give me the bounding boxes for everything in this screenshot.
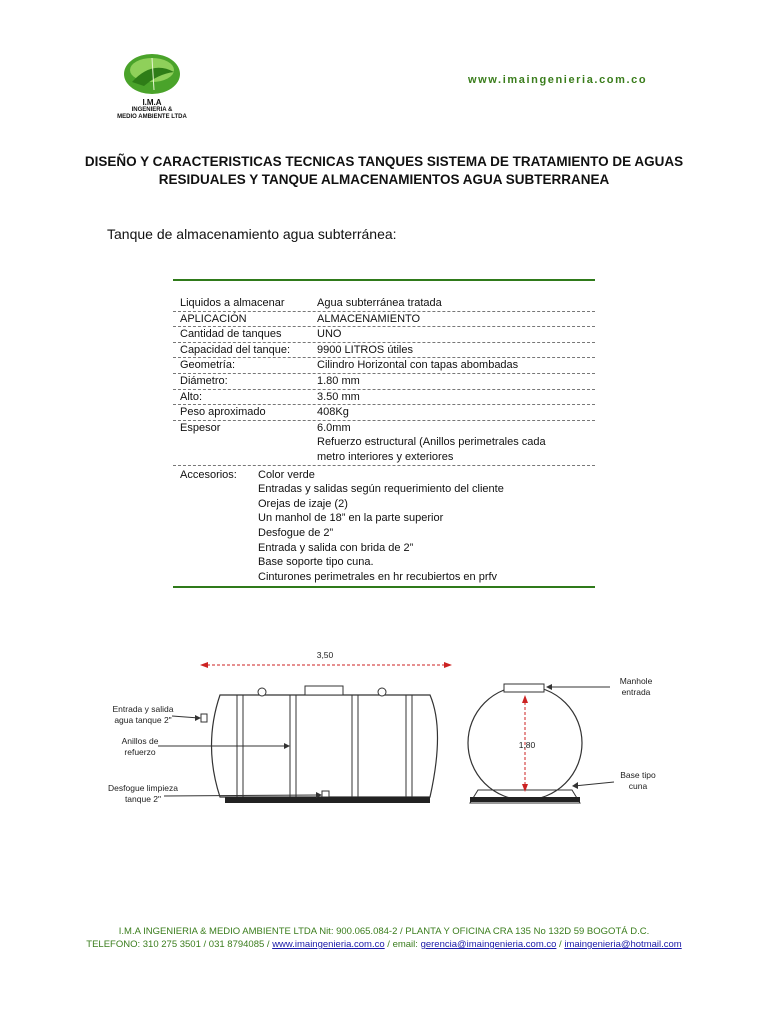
accessory-item: Color verde bbox=[258, 468, 315, 481]
spec-value: Cilindro Horizontal con tapas abombadas bbox=[317, 359, 519, 372]
spec-value-multiline bbox=[317, 435, 595, 464]
spec-value: UNO bbox=[317, 328, 342, 341]
label-anillos bbox=[112, 736, 168, 758]
spec-row bbox=[173, 374, 595, 390]
spec-row bbox=[173, 390, 595, 406]
logo-name: I.M.A bbox=[142, 98, 162, 107]
accessory-item: Cinturones perimetrales en hr recubiertos en prfv bbox=[258, 570, 498, 583]
company-logo bbox=[108, 52, 196, 134]
label-manhole bbox=[604, 676, 668, 698]
label-entrada-salida-line1: Entrada y salida bbox=[112, 704, 174, 714]
label-desfogue-line1: Desfogue limpieza bbox=[108, 783, 178, 793]
diameter-dimension-label: 1,80 bbox=[518, 740, 536, 750]
spec-key: Peso aproximado bbox=[180, 406, 266, 419]
accessories-section bbox=[173, 466, 595, 585]
footer-website-link[interactable]: www.imaingenieria.com.co bbox=[272, 939, 385, 950]
spec-row bbox=[173, 405, 595, 421]
spec-row bbox=[173, 358, 595, 374]
spec-key: Espesor bbox=[180, 421, 221, 434]
spec-value: 1.80 mm bbox=[317, 374, 360, 387]
label-anillos-line2: refuerzo bbox=[124, 747, 156, 757]
footer-email-gerencia-link[interactable]: gerencia@imaingenieria.com.co bbox=[420, 939, 557, 950]
spec-key: Cantidad de tanques bbox=[180, 328, 282, 341]
logo-line1: INGENIERIA & bbox=[131, 107, 173, 113]
tank-diagram bbox=[100, 640, 668, 820]
accessory-item: Desfogue de 2” bbox=[258, 526, 334, 539]
spec-row bbox=[173, 421, 595, 436]
spec-row bbox=[173, 312, 595, 328]
espesor-extra-line: metro interiores y exteriores bbox=[317, 450, 454, 463]
spec-row-espesor-extra bbox=[173, 435, 595, 465]
footer-email-label: / email: bbox=[384, 939, 421, 950]
spec-key: Diámetro: bbox=[180, 374, 228, 387]
document-title bbox=[60, 153, 708, 189]
label-anillos-line1: Anillos de bbox=[121, 736, 159, 746]
accessory-item: Un manhol de 18” en la parte superior bbox=[258, 512, 444, 525]
label-base bbox=[608, 770, 668, 792]
title-line-2: RESIDUALES Y TANQUE ALMACENAMIENTOS AGUA SUBTERRANEA bbox=[158, 172, 610, 187]
label-desfogue-line2: tanque 2" bbox=[124, 794, 162, 804]
label-manhole-line2: entrada bbox=[621, 687, 651, 697]
section-subtitle: Tanque de almacenamiento agua subterránea: bbox=[107, 226, 397, 242]
spec-rows bbox=[173, 296, 595, 466]
tank-drawing bbox=[100, 640, 668, 820]
label-base-line1: Base tipo bbox=[620, 770, 656, 780]
logo-leaf-icon bbox=[122, 52, 182, 96]
spec-value: Agua subterránea tratada bbox=[317, 297, 442, 309]
footer-separator: / bbox=[556, 939, 565, 950]
accessories-label: Accesorios: bbox=[180, 468, 237, 481]
spec-key: APLICACIÓN bbox=[180, 312, 247, 325]
accessory-item: Entradas y salidas según requerimiento del cliente bbox=[258, 483, 504, 496]
label-entrada-salida bbox=[108, 704, 178, 726]
label-base-line2: cuna bbox=[628, 781, 648, 791]
accessories-list bbox=[258, 468, 595, 585]
footer-email-hotmail-link[interactable]: imaingenieria@hotmail.com bbox=[564, 939, 682, 950]
spec-row bbox=[173, 343, 595, 359]
label-entrada-salida-line2: agua tanque 2" bbox=[114, 715, 172, 725]
accessory-item: Entrada y salida con brida de 2” bbox=[258, 541, 414, 554]
spec-key: Alto: bbox=[180, 390, 203, 403]
spec-key: Liquidos a almacenar bbox=[180, 297, 285, 309]
spec-row bbox=[173, 296, 595, 312]
spec-value: 408Kg bbox=[317, 406, 349, 419]
table-bottom-rule bbox=[173, 586, 595, 588]
table-top-rule bbox=[173, 279, 595, 281]
title-line-1: DISEÑO Y CARACTERISTICAS TECNICAS TANQUES SISTEMA DE TRATAMIENTO DE AGUAS bbox=[84, 154, 684, 169]
label-manhole-line1: Manhole bbox=[619, 676, 653, 686]
spec-value: 6.0mm bbox=[317, 421, 351, 434]
footer-contact bbox=[0, 938, 768, 951]
header-website-link[interactable]: www.imaingenieria.com.co bbox=[468, 74, 648, 86]
label-desfogue bbox=[106, 783, 180, 805]
spec-row bbox=[173, 327, 595, 343]
footer-address: I.M.A INGENIERIA & MEDIO AMBIENTE LTDA Nit: 900.065.084-2 / PLANTA Y OFICINA CRA 135 No 132D 59 BOGOTÁ D.C. bbox=[118, 926, 650, 937]
footer bbox=[0, 925, 768, 951]
spec-table bbox=[173, 279, 595, 588]
espesor-extra-line: Refuerzo estructural (Anillos perimetrales cada bbox=[317, 436, 546, 449]
spec-key: Capacidad del tanque: bbox=[180, 343, 291, 356]
spec-key-empty bbox=[173, 435, 317, 464]
logo-line2: MEDIO AMBIENTE LTDA bbox=[117, 114, 187, 120]
spec-value: 9900 LITROS útiles bbox=[317, 343, 413, 356]
footer-phone: TELEFONO: 310 275 3501 / 031 8794085 / bbox=[86, 939, 273, 950]
spec-value: 3.50 mm bbox=[317, 390, 360, 403]
spec-key: Geometría: bbox=[180, 359, 236, 372]
length-dimension-label: 3,50 bbox=[316, 650, 334, 660]
spec-value: ALMACENAMIENTO bbox=[317, 312, 421, 325]
accessory-item: Orejas de izaje (2) bbox=[258, 497, 348, 510]
accessory-item: Base soporte tipo cuna. bbox=[258, 556, 374, 569]
